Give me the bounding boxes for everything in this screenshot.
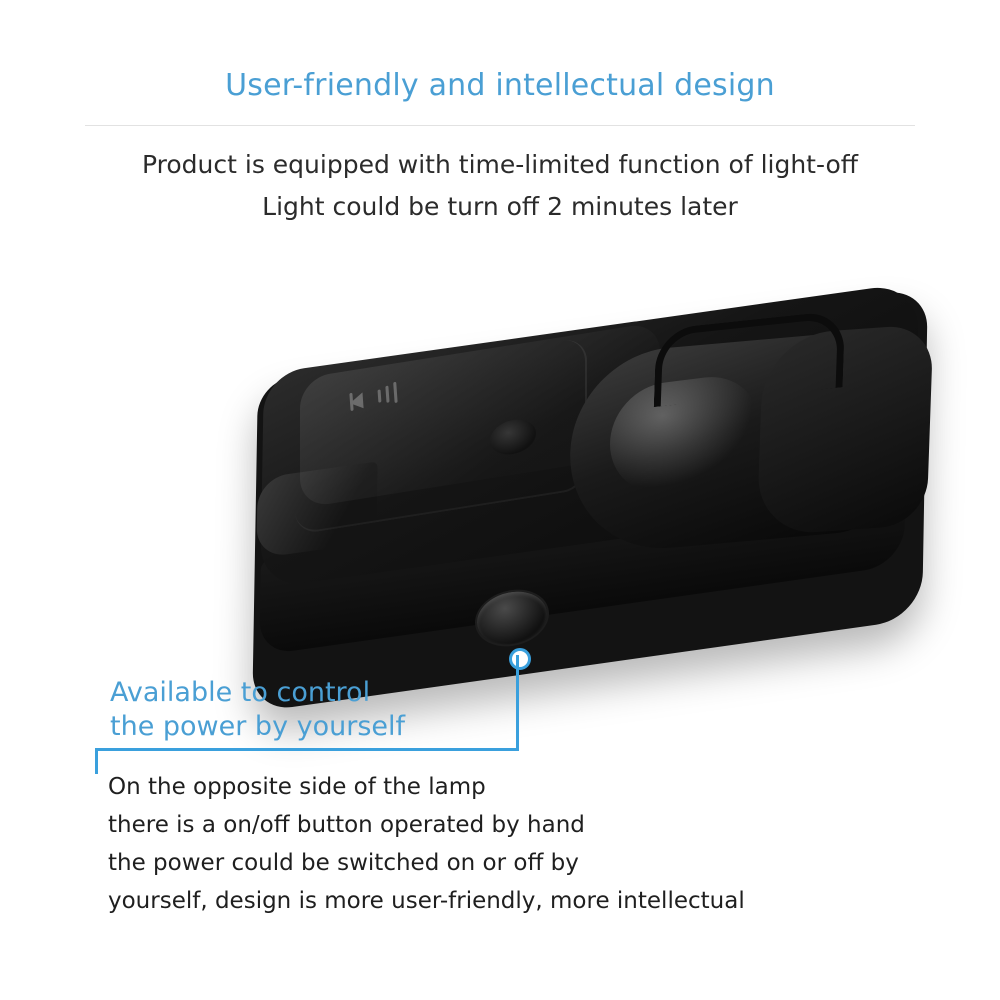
subtitle-line-1: Product is equipped with time-limited function of light-off — [142, 150, 858, 179]
page-title: User-friendly and intellectual design — [225, 68, 775, 103]
description-line-4: yourself, design is more user-friendly, more intellectual — [108, 888, 745, 914]
description-line-3: the power could be switched on or off by — [108, 850, 579, 876]
callout-marker-dot — [509, 648, 531, 670]
description-text — [108, 768, 908, 920]
description-line-2: there is a on/off button operated by hand — [108, 812, 585, 838]
sensor-wave-3 — [393, 382, 397, 403]
subtitle-line-2: Light could be turn off 2 minutes later — [262, 192, 738, 221]
sensor-wave-1 — [378, 389, 382, 403]
description-line-1: On the opposite side of the lamp — [108, 774, 486, 800]
sensor-wave-2 — [385, 386, 389, 403]
callout-title — [110, 676, 540, 744]
callout-title-line-2: the power by yourself — [110, 711, 406, 742]
callout-line-drop — [95, 748, 98, 774]
callout-title-line-1: Available to control — [110, 677, 371, 708]
header-divider — [85, 125, 915, 126]
callout-line-horizontal — [95, 748, 519, 751]
